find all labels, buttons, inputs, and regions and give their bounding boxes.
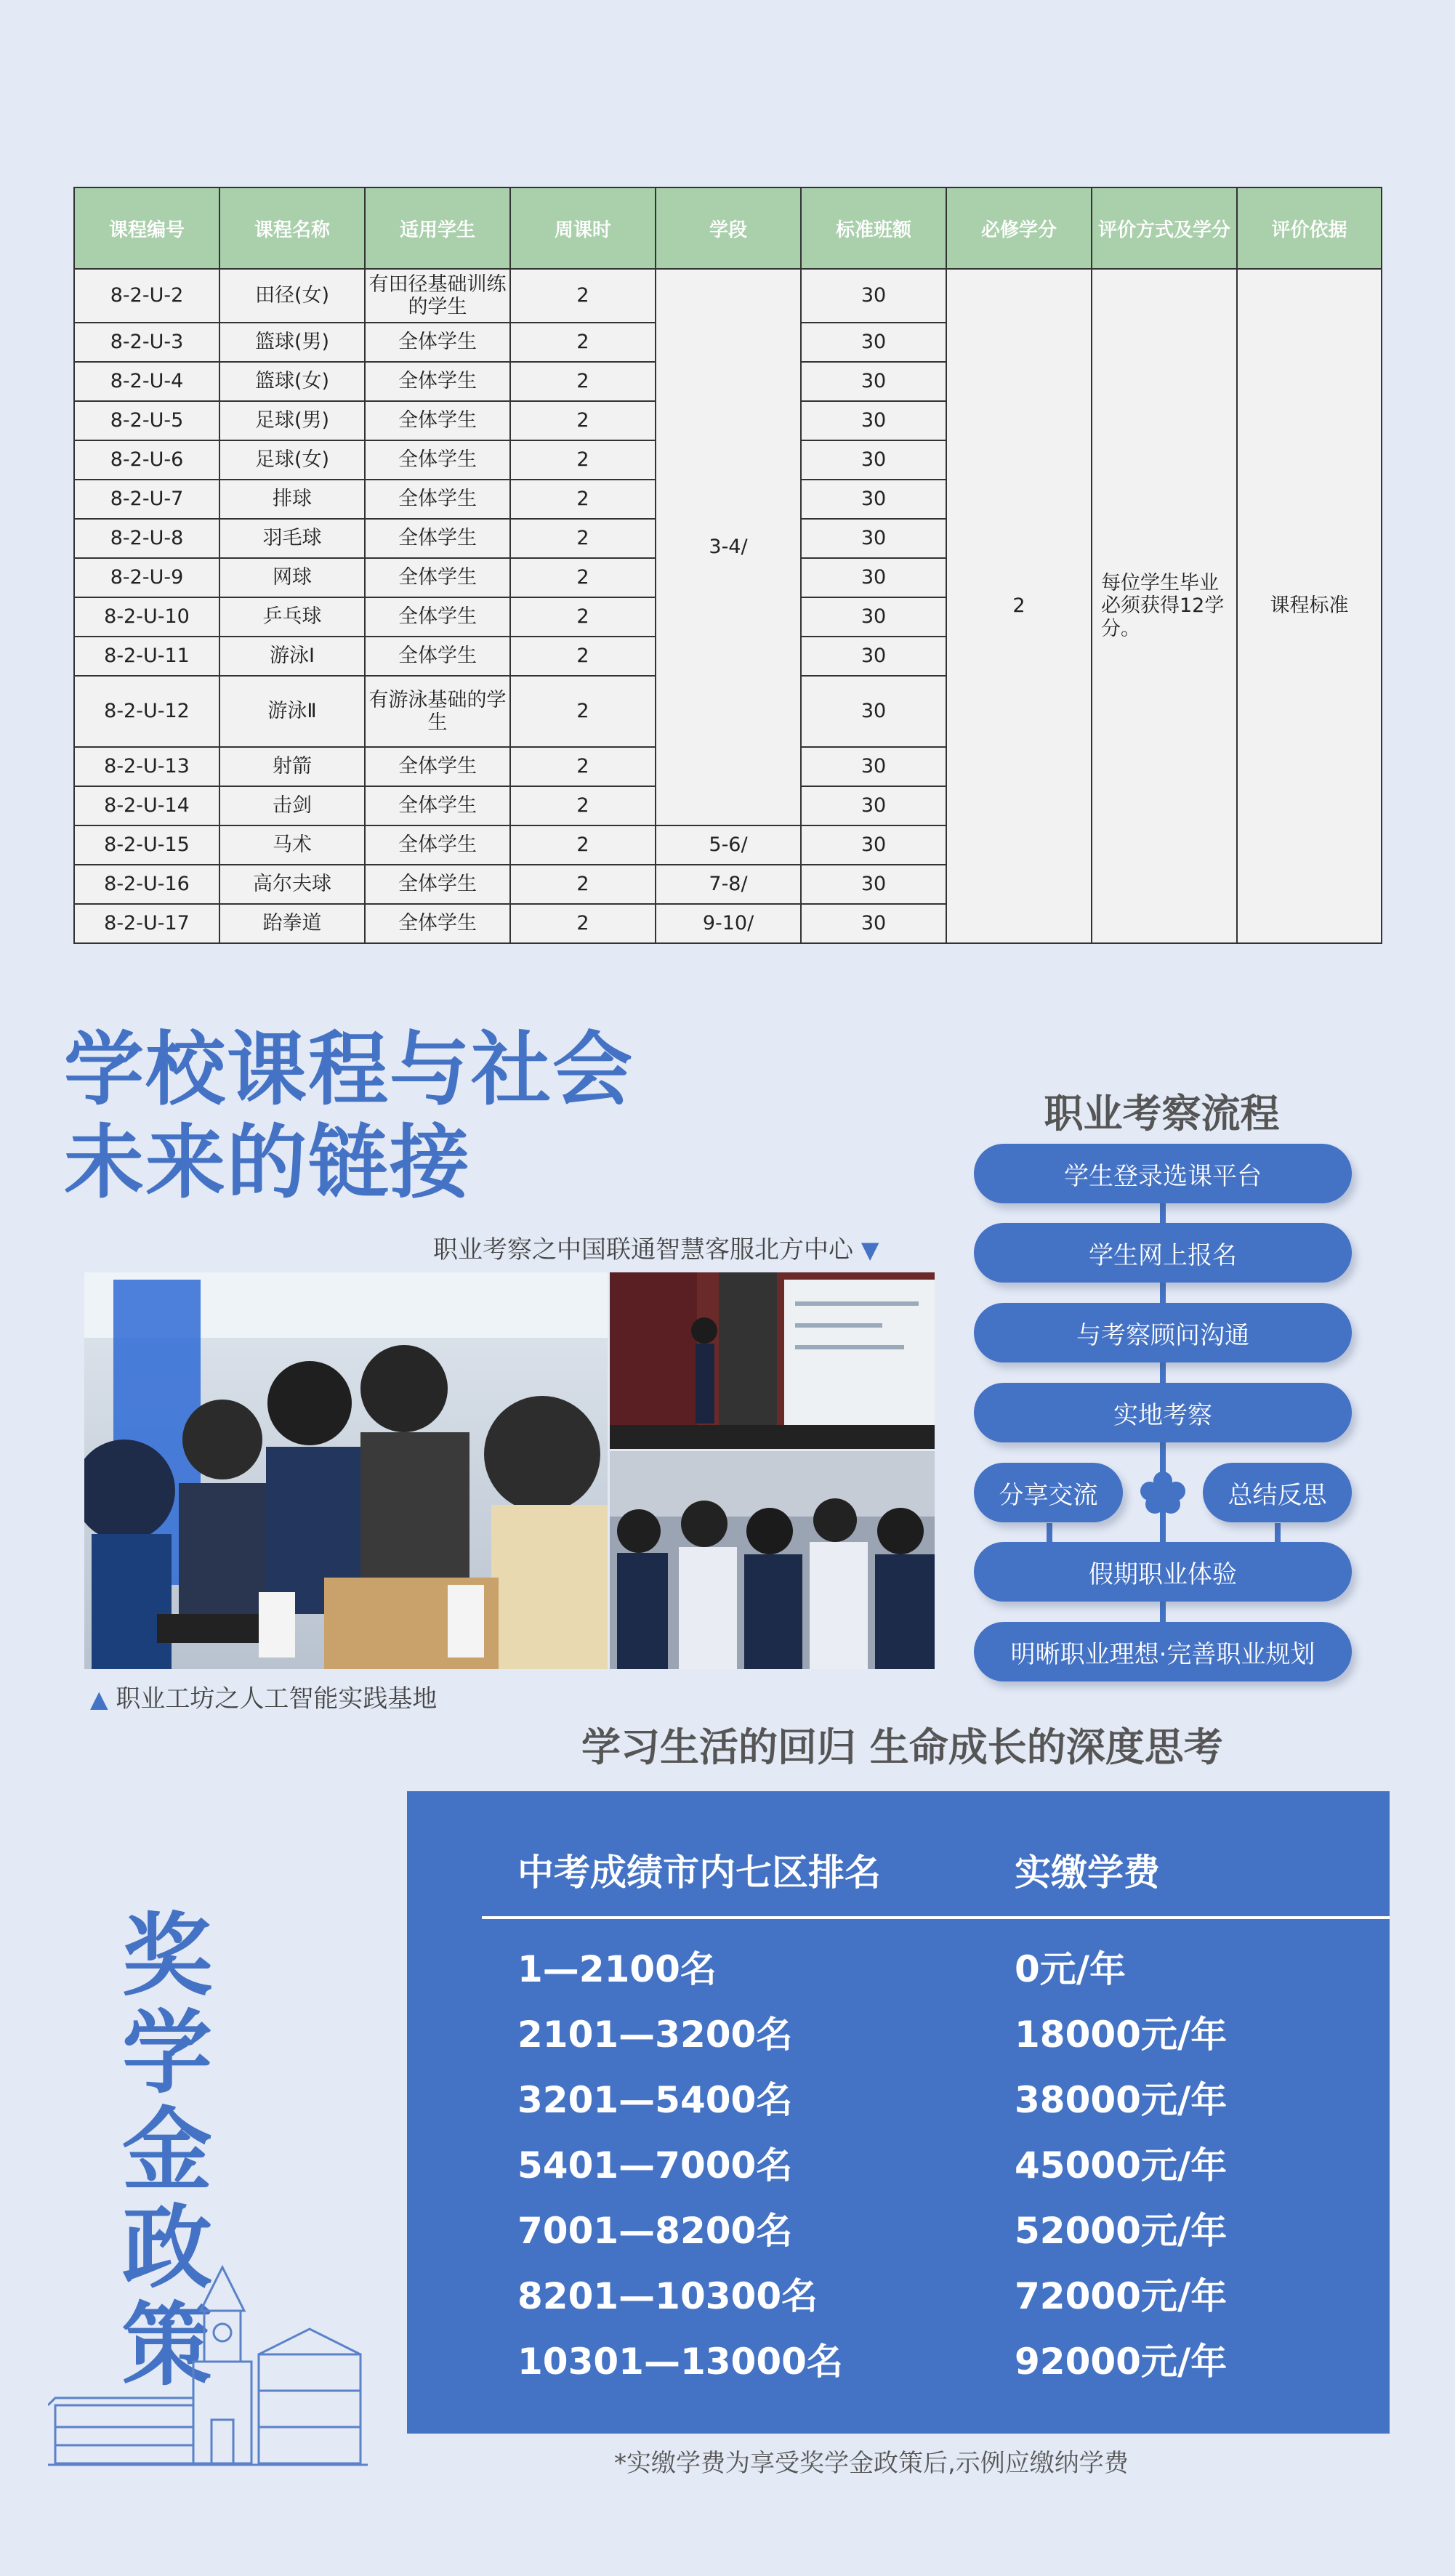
course-name: 乒乓球 [219, 597, 365, 637]
course-students: 全体学生 [365, 558, 510, 597]
table-row [74, 269, 1382, 323]
flow-step-2: 学生网上报名 [974, 1223, 1352, 1283]
course-size: 30 [801, 597, 946, 637]
course-size: 30 [801, 401, 946, 440]
course-code: 8-2-U-3 [74, 323, 219, 362]
fee-cell: 72000元/年 [1015, 2275, 1228, 2317]
header-evaluation: 评价方式及学分 [1092, 187, 1237, 269]
course-code: 8-2-U-14 [74, 786, 219, 825]
section-title [64, 1023, 634, 1209]
flow-step-1: 学生登录选课平台 [974, 1144, 1352, 1203]
course-students: 全体学生 [365, 825, 510, 865]
fee-cell: 0元/年 [1015, 1948, 1126, 1990]
course-name: 游泳Ⅱ [219, 676, 365, 747]
photo-caption-top [433, 1230, 879, 1265]
course-students: 全体学生 [365, 323, 510, 362]
fee-cell: 92000元/年 [1015, 2341, 1228, 2383]
course-hours: 2 [510, 637, 656, 676]
rank-cell: 2101—3200名 [517, 2014, 793, 2056]
course-size: 30 [801, 323, 946, 362]
course-code: 8-2-U-10 [74, 597, 219, 637]
course-students: 全体学生 [365, 401, 510, 440]
course-size: 30 [801, 825, 946, 865]
course-table [73, 187, 1382, 944]
course-size: 30 [801, 480, 946, 519]
course-name: 排球 [219, 480, 365, 519]
section-title-line2: 未来的链接 [64, 1116, 471, 1209]
course-code: 8-2-U-15 [74, 825, 219, 865]
course-students: 全体学生 [365, 637, 510, 676]
fee-cell: 52000元/年 [1015, 2210, 1228, 2252]
evaluation-cell: 每位学生毕业必须获得12学分。 [1092, 269, 1237, 943]
course-size: 30 [801, 269, 946, 323]
scholarship-vertical-title: 奖学金政策 [121, 1904, 212, 2398]
course-hours: 2 [510, 519, 656, 558]
course-code: 8-2-U-7 [74, 480, 219, 519]
rank-cell: 3201—5400名 [517, 2079, 793, 2121]
stage-cell: 9-10/ [656, 904, 801, 943]
course-name: 射箭 [219, 747, 365, 786]
course-name: 马术 [219, 825, 365, 865]
course-name: 击剑 [219, 786, 365, 825]
course-hours: 2 [510, 323, 656, 362]
course-hours: 2 [510, 558, 656, 597]
course-students: 全体学生 [365, 480, 510, 519]
header-weekly-hours: 周课时 [510, 187, 656, 269]
course-code: 8-2-U-9 [74, 558, 219, 597]
course-code: 8-2-U-5 [74, 401, 219, 440]
photo-ai-workshop [84, 1272, 608, 1669]
course-hours: 2 [510, 480, 656, 519]
header-basis: 评价依据 [1237, 187, 1382, 269]
course-name: 跆拳道 [219, 904, 365, 943]
flow-step-6: 假期职业体验 [974, 1542, 1352, 1602]
caption-top-text: 职业考察之中国联通智慧客服北方中心 [433, 1235, 853, 1264]
course-students: 全体学生 [365, 786, 510, 825]
course-hours: 2 [510, 676, 656, 747]
section-title-line1: 学校课程与社会 [64, 1023, 634, 1116]
stage-cell: 3-4/ [656, 269, 801, 825]
course-size: 30 [801, 440, 946, 480]
course-hours: 2 [510, 401, 656, 440]
course-code: 8-2-U-2 [74, 269, 219, 323]
rank-cell: 5401—7000名 [517, 2144, 793, 2187]
scholarship-col-rank: 中考成绩市内七区排名 [517, 1852, 881, 1894]
header-stage: 学段 [656, 187, 801, 269]
fee-cell: 38000元/年 [1015, 2079, 1228, 2121]
course-size: 30 [801, 747, 946, 786]
course-name: 羽毛球 [219, 519, 365, 558]
header-course-code: 课程编号 [74, 187, 219, 269]
course-code: 8-2-U-11 [74, 637, 219, 676]
rank-cell: 7001—8200名 [517, 2210, 793, 2252]
course-code: 8-2-U-6 [74, 440, 219, 480]
photo-students-visit [610, 1451, 935, 1669]
course-students: 全体学生 [365, 597, 510, 637]
course-students: 有田径基础训练的学生 [365, 269, 510, 323]
header-divider [482, 1916, 1390, 1919]
scholarship-col-fee: 实缴学费 [1015, 1852, 1160, 1894]
course-hours: 2 [510, 269, 656, 323]
course-name: 足球(女) [219, 440, 365, 480]
photo-caption-bottom [90, 1679, 437, 1714]
course-code: 8-2-U-8 [74, 519, 219, 558]
course-students: 全体学生 [365, 519, 510, 558]
flow-step-7: 明晰职业理想·完善职业规划 [974, 1622, 1352, 1681]
caption-bottom-text: 职业工坊之人工智能实践基地 [116, 1684, 438, 1713]
course-students: 全体学生 [365, 865, 510, 904]
photo-company-visit [610, 1272, 935, 1449]
basis-cell: 课程标准 [1237, 269, 1382, 943]
scholarship-footnote: *实缴学费为享受奖学金政策后,示例应缴纳学费 [614, 2449, 1129, 2478]
stage-cell: 5-6/ [656, 825, 801, 865]
course-size: 30 [801, 676, 946, 747]
course-hours: 2 [510, 825, 656, 865]
rank-cell: 1—2100名 [517, 1948, 717, 1990]
fee-cell: 18000元/年 [1015, 2014, 1228, 2056]
header-course-name: 课程名称 [219, 187, 365, 269]
course-students: 全体学生 [365, 440, 510, 480]
course-code: 8-2-U-4 [74, 362, 219, 401]
course-name: 高尔夫球 [219, 865, 365, 904]
stage-cell: 7-8/ [656, 865, 801, 904]
course-size: 30 [801, 786, 946, 825]
rank-cell: 10301—13000名 [517, 2341, 843, 2383]
course-students: 有游泳基础的学生 [365, 676, 510, 747]
course-students: 全体学生 [365, 747, 510, 786]
course-code: 8-2-U-16 [74, 865, 219, 904]
course-hours: 2 [510, 904, 656, 943]
flow-step-4: 实地考察 [974, 1383, 1352, 1442]
course-name: 篮球(男) [219, 323, 365, 362]
course-name: 网球 [219, 558, 365, 597]
course-hours: 2 [510, 362, 656, 401]
header-class-size: 标准班额 [801, 187, 946, 269]
course-students: 全体学生 [365, 904, 510, 943]
header-required-credit: 必修学分 [946, 187, 1092, 269]
course-name: 田径(女) [219, 269, 365, 323]
header-students: 适用学生 [365, 187, 510, 269]
scholarship-panel [407, 1791, 1390, 2434]
rank-cell: 8201—10300名 [517, 2275, 818, 2317]
course-size: 30 [801, 558, 946, 597]
course-code: 8-2-U-17 [74, 904, 219, 943]
triangle-up-icon: ▲ [90, 1685, 108, 1713]
flower-icon [1138, 1471, 1188, 1514]
course-hours: 2 [510, 865, 656, 904]
course-hours: 2 [510, 786, 656, 825]
credit-cell: 2 [946, 269, 1092, 943]
course-size: 30 [801, 637, 946, 676]
triangle-down-icon: ▼ [860, 1236, 879, 1264]
course-code: 8-2-U-13 [74, 747, 219, 786]
course-hours: 2 [510, 747, 656, 786]
school-building-icon [48, 2260, 368, 2471]
flow-step-reflect: 总结反思 [1203, 1463, 1352, 1522]
scholarship-subtitle: 学习生活的回归 生命成长的深度思考 [581, 1724, 1223, 1770]
course-size: 30 [801, 519, 946, 558]
course-code: 8-2-U-12 [74, 676, 219, 747]
table-header-row [74, 187, 1382, 269]
course-size: 30 [801, 904, 946, 943]
course-name: 足球(男) [219, 401, 365, 440]
course-name: 篮球(女) [219, 362, 365, 401]
course-students: 全体学生 [365, 362, 510, 401]
flow-step-3: 与考察顾问沟通 [974, 1303, 1352, 1362]
fee-cell: 45000元/年 [1015, 2144, 1228, 2187]
flow-title: 职业考察流程 [1044, 1091, 1280, 1136]
flow-step-share: 分享交流 [974, 1463, 1123, 1522]
course-size: 30 [801, 362, 946, 401]
course-name: 游泳Ⅰ [219, 637, 365, 676]
course-hours: 2 [510, 597, 656, 637]
course-size: 30 [801, 865, 946, 904]
course-hours: 2 [510, 440, 656, 480]
